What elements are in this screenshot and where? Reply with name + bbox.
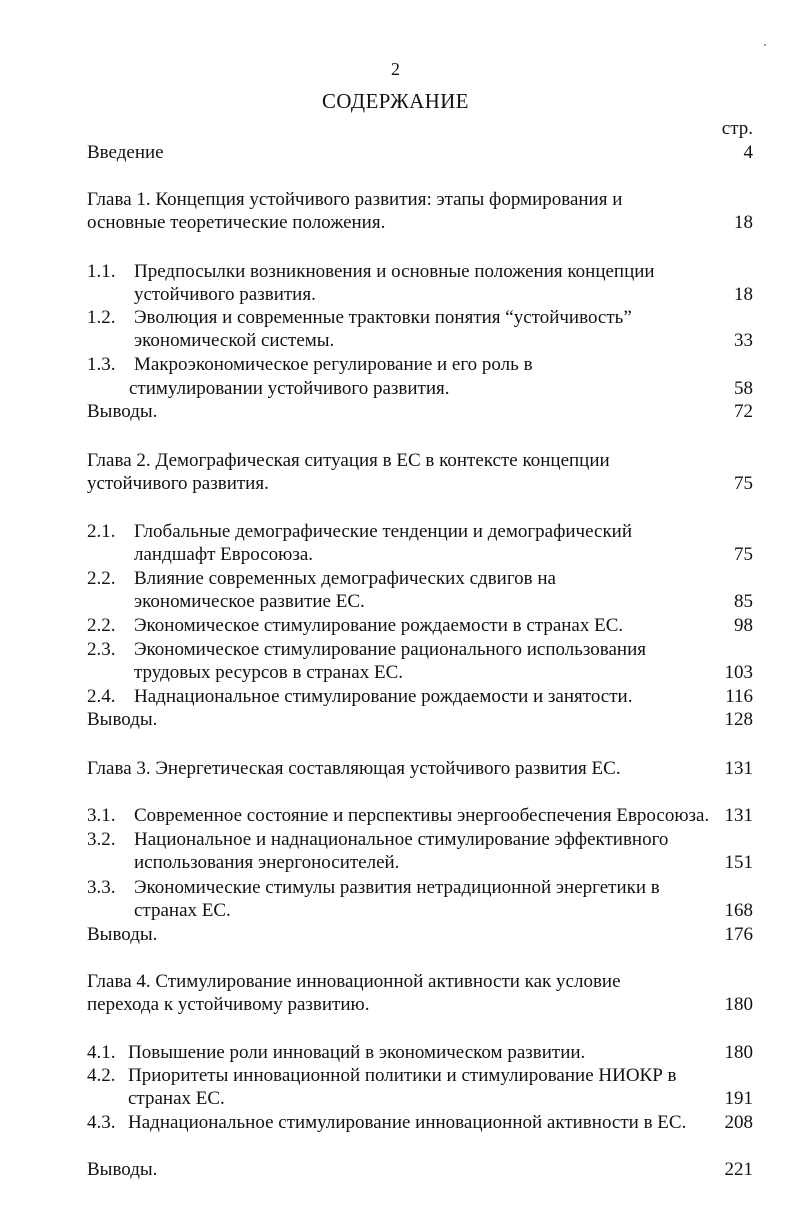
toc-intro-page: 4 <box>743 142 753 163</box>
section-number: 1.3. <box>87 354 116 375</box>
section-title-line2: странах ЕС. <box>134 900 231 921</box>
page-column-label: стр. <box>721 118 753 139</box>
section-number: 4.3. <box>87 1112 116 1133</box>
section-title-line1: Глобальные демографические тенденции и демографический <box>134 521 633 542</box>
section-page: 208 <box>724 1112 753 1133</box>
section-title-line2: экономическое развитие ЕС. <box>134 591 365 612</box>
section-title-line1: Макроэкономическое регулирование и его роль в <box>134 354 533 375</box>
toc-intro-label: Введение <box>87 142 164 163</box>
section-title-line2: трудовых ресурсов в странах ЕС. <box>134 662 403 683</box>
chapter-1-conclusions: Выводы. <box>87 401 158 422</box>
chapter-3-conclusions: Выводы. <box>87 924 158 945</box>
section-page: 151 <box>724 852 753 873</box>
section-title-line2: странах ЕС. <box>128 1088 225 1109</box>
chapter-3-conclusions-page: 176 <box>724 924 753 945</box>
chapter-1-title-line1: Глава 1. Концепция устойчивого развития: этапы формирования и <box>87 189 623 210</box>
section-title-line1: Приоритеты инновационной политики и стимулирование НИОКР в <box>128 1065 677 1086</box>
section-page: 180 <box>724 1042 753 1063</box>
page-number: 2 <box>391 59 400 79</box>
section-number: 4.1. <box>87 1042 116 1063</box>
section-title-line1: Национальное и наднациональное стимулирование эффективного <box>134 829 669 850</box>
chapter-4-conclusions: Выводы. <box>87 1159 158 1180</box>
section-page: 191 <box>724 1088 753 1109</box>
section-title-line1: Влияние современных демографических сдвигов на <box>134 568 556 589</box>
section-page: 168 <box>724 900 753 921</box>
section-page: 116 <box>725 686 753 707</box>
chapter-4-conclusions-page: 221 <box>724 1159 753 1180</box>
chapter-1-conclusions-page: 72 <box>734 401 753 422</box>
chapter-2-conclusions: Выводы. <box>87 709 158 730</box>
section-number: 4.2. <box>87 1065 116 1086</box>
section-title-line1: Предпосылки возникновения и основные положения концепции <box>134 261 655 282</box>
section-title-line2: ландшафт Евросоюза. <box>134 544 314 565</box>
chapter-4-title-line2: перехода к устойчивому развитию. <box>87 994 370 1015</box>
section-number: 1.1. <box>87 261 116 282</box>
section-page: 103 <box>724 662 753 683</box>
section-title-line1: Повышение роли инноваций в экономическом развитии. <box>128 1042 586 1063</box>
section-page: 58 <box>734 378 753 399</box>
chapter-3-title-line1: Глава 3. Энергетическая составляющая устойчивого развития ЕС. <box>87 758 621 779</box>
section-number: 2.3. <box>87 639 116 660</box>
section-number: 2.4. <box>87 686 116 707</box>
section-title-line2: экономической системы. <box>134 330 335 351</box>
section-number: 2.1. <box>87 521 116 542</box>
section-title-line1: Наднациональное стимулирование рождаемости и занятости. <box>134 686 633 707</box>
page-title: СОДЕРЖАНИЕ <box>322 89 469 113</box>
section-number: 2.2. <box>87 568 116 589</box>
chapter-2-title-line1: Глава 2. Демографическая ситуация в ЕС в контексте концепции <box>87 450 610 471</box>
section-page: 85 <box>734 591 753 612</box>
section-title-line2: устойчивого развития. <box>134 284 316 305</box>
section-title-line2: использования энергоносителей. <box>134 852 400 873</box>
section-page: 33 <box>734 330 753 351</box>
chapter-4-page: 180 <box>724 994 753 1015</box>
section-title-line1: Экономические стимулы развития нетрадиционной энергетики в <box>134 877 660 898</box>
chapter-2-page: 75 <box>734 473 753 494</box>
chapter-4-title-line1: Глава 4. Стимулирование инновационной активности как условие <box>87 971 621 992</box>
section-title-line1: Наднациональное стимулирование инновационной активности в ЕС. <box>128 1112 687 1133</box>
scan-speck <box>764 44 766 46</box>
chapter-1-page: 18 <box>734 212 753 233</box>
chapter-2-title-line2: устойчивого развития. <box>87 473 269 494</box>
section-title-line2: стимулировании устойчивого развития. <box>129 378 450 399</box>
chapter-2-conclusions-page: 128 <box>724 709 753 730</box>
section-page: 98 <box>734 615 753 636</box>
section-title-line1: Экономическое стимулирование рационального использования <box>134 639 647 660</box>
section-page: 131 <box>724 805 753 826</box>
section-number: 3.1. <box>87 805 116 826</box>
section-number: 3.2. <box>87 829 116 850</box>
section-title-line1: Эволюция и современные трактовки понятия “устойчивость” <box>134 307 632 328</box>
section-title-line1: Современное состояние и перспективы энергообеспечения Евросоюза. <box>134 805 710 826</box>
section-title-line1: Экономическое стимулирование рождаемости в странах ЕС. <box>134 615 624 636</box>
section-number: 1.2. <box>87 307 116 328</box>
chapter-3-page: 131 <box>724 758 753 779</box>
section-number: 3.3. <box>87 877 116 898</box>
section-page: 75 <box>734 544 753 565</box>
section-page: 18 <box>734 284 753 305</box>
chapter-1-title-line2: основные теоретические положения. <box>87 212 386 233</box>
section-number: 2.2. <box>87 615 116 636</box>
